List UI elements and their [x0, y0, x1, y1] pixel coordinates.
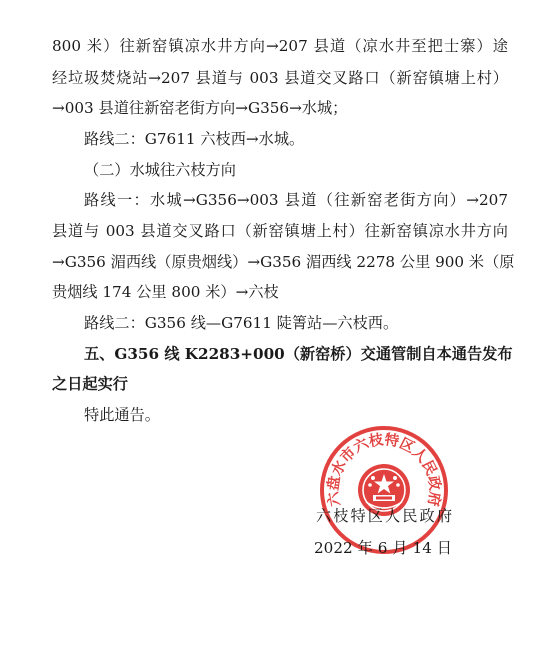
item-five-heading: 五、G356 线 K2283+000（新窑桥）交通管制自本通告发布	[84, 345, 513, 363]
body-line-9: 贵烟线 174 公里 800 米）→六枝	[52, 283, 279, 301]
body-line-1: 800 米）往新窑镇凉水井方向→207 县道（凉水井至把士寨）途	[52, 37, 508, 55]
closing-text: 特此通告。	[84, 406, 160, 424]
body-line-2: 经垃圾焚烧站→207 县道与 003 县道交叉路口（新窑镇塘上村）	[52, 69, 508, 87]
body-line-3: →003 县道往新窑老街方向→G356→水城；	[52, 99, 348, 117]
body-line-6: 路线一：水城→G356→003 县道（往新窑老街方向）→207	[84, 191, 508, 209]
item-five-heading-cont: 之日起实行	[52, 375, 128, 393]
official-seal	[318, 424, 450, 556]
route-two-line: 路线二：G7611 六枝西→水城。	[84, 130, 305, 148]
signature-date: 2022 年 6 月 14 日	[314, 539, 452, 557]
route-two-line-b: 路线二：G356 线—G7611 陡箐站—六枝西。	[84, 314, 399, 332]
seal-text: 六盘水市六枝特区人民政府	[324, 431, 444, 508]
section-heading: （二）水城往六枝方向	[84, 161, 236, 179]
body-line-8: →G356 湄西线（原贵烟线）→G356 湄西线 2278 公里 900 米（原	[52, 253, 515, 271]
signature-org: 六枝特区人民政府	[316, 507, 452, 525]
body-line-7: 县道与 003 县道交叉路口（新窑镇塘上村）往新窑镇凉水井方向	[52, 222, 508, 240]
